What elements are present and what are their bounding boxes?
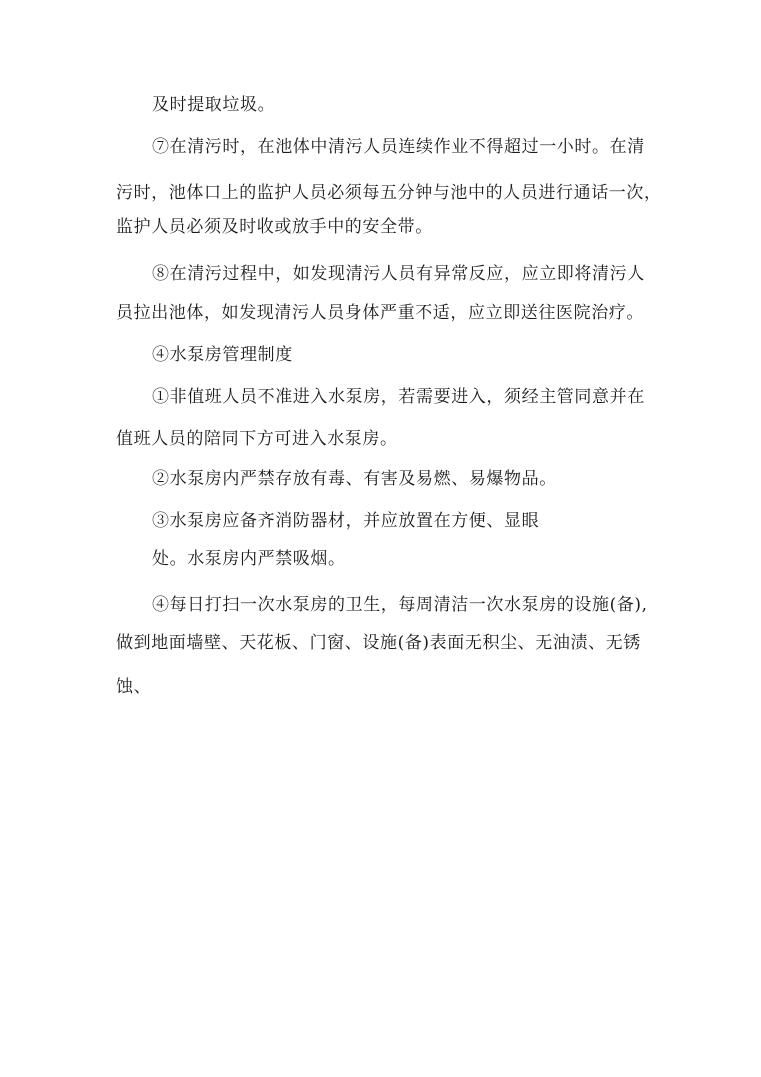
text-line: 蚀、 [116,677,152,697]
text-line: ②水泵房内严禁存放有毒、有害及易燃、易爆物品。 [152,469,557,489]
text-line: ⑦在清污时，在池体中清污人员连续作业不得超过一小时。在清 [152,137,645,157]
text-line: ④每日打扫一次水泵房的卫生，每周清洁一次水泵房的设施(备), [152,595,648,615]
text-line: 员拉出池体，如发现清污人员身体严重不适，应立即送往医院治疗。 [116,303,644,323]
text-line: 值班人员的陪同下方可进入水泵房。 [116,429,398,449]
text-line: ⑧在清污过程中，如发现清污人员有异常反应，应立即将清污人 [152,264,645,284]
text-line: 污时，池体口上的监护人员必须每五分钟与池中的人员进行通话一次， [116,183,662,203]
section-heading: ④水泵房管理制度 [152,345,293,365]
text-line: ①非值班人员不准进入水泵房，若需要进入，须经主管同意并在 [152,387,645,407]
text-line: 做到地面墙壁、天花板、门窗、设施(备)表面无积尘、无油渍、无锈 [116,633,641,653]
text-line: 处。水泵房内严禁吸烟。 [152,549,346,569]
text-line: 监护人员必须及时收或放手中的安全带。 [116,217,433,237]
text-line: 及时提取垃圾。 [152,95,276,115]
text-line: ③水泵房应备齐消防器材，并应放置在方便、显眼 [152,511,540,531]
